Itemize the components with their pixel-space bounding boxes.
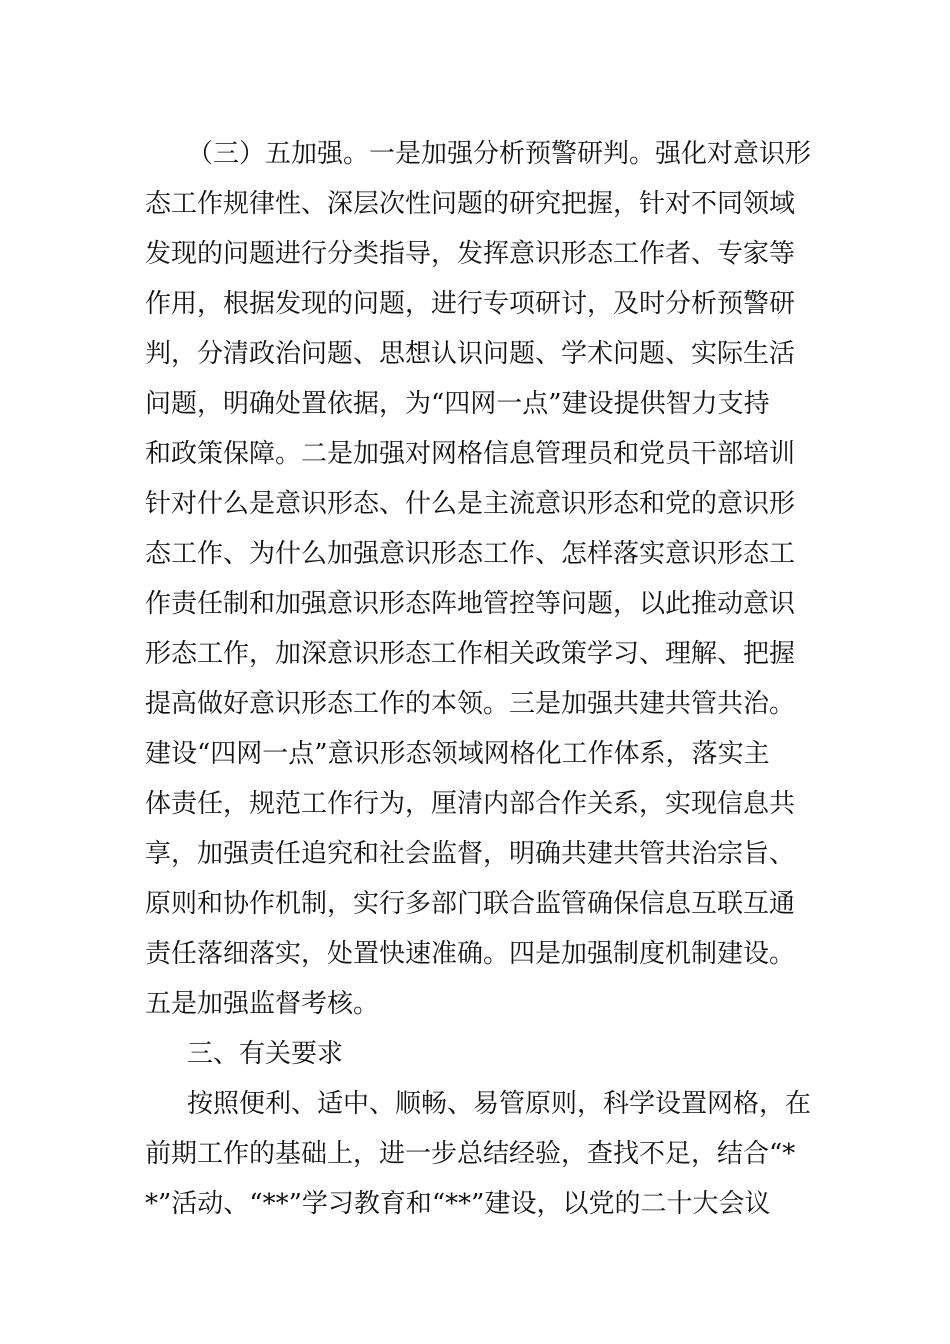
text-line: 作责任制和加强意识形态阵地管控等问题，以此推动意识 xyxy=(145,589,796,619)
section-heading: 三、有关要求 xyxy=(187,1039,344,1069)
text-line: 提高做好意识形态工作的本领。三是加强共建共管共治。 xyxy=(145,689,796,719)
text-line: 和政策保障。二是加强对网格信息管理员和党员干部培训 xyxy=(145,439,796,469)
text-line: （三）五加强。一是加强分析预警研判。强化对意识形 xyxy=(187,139,812,169)
text-line: 原则和协作机制，实行多部门联合监管确保信息互联互通 xyxy=(145,889,796,919)
text-line: 态工作、为什么加强意识形态工作、怎样落实意识形态工 xyxy=(145,539,796,569)
text-line: 问题，明确处置依据，为“四网一点”建设提供智力支持 xyxy=(145,389,770,419)
document-body xyxy=(145,129,810,1229)
text-line: 作用，根据发现的问题，进行专项研讨，及时分析预警研 xyxy=(145,289,796,319)
text-line: 发现的问题进行分类指导，发挥意识形态工作者、专家等 xyxy=(145,239,796,269)
text-line: 前期工作的基础上，进一步总结经验，查找不足，结合“* xyxy=(145,1139,796,1169)
text-line: 建设“四网一点”意识形态领域网格化工作体系，落实主 xyxy=(145,739,770,769)
text-line: 形态工作，加深意识形态工作相关政策学习、理解、把握 xyxy=(145,639,796,669)
text-line: 责任落细落实，处置快速准确。四是加强制度机制建设。 xyxy=(145,939,796,969)
text-line: 体责任，规范工作行为，厘清内部合作关系，实现信息共 xyxy=(145,789,796,819)
text-line: 享，加强责任追究和社会监督，明确共建共管共治宗旨、 xyxy=(145,839,796,869)
text-line: 按照便利、适中、顺畅、易管原则，科学设置网格，在 xyxy=(187,1089,812,1119)
text-line: 针对什么是意识形态、什么是主流意识形态和党的意识形 xyxy=(145,489,796,519)
text-line: *”活动、“**”学习教育和“**”建设，以党的二十大会议 xyxy=(145,1189,771,1219)
text-line: 判，分清政治问题、思想认识问题、学术问题、实际生活 xyxy=(145,339,796,369)
text-line: 五是加强监督考核。 xyxy=(145,989,380,1019)
text-line: 态工作规律性、深层次性问题的研究把握，针对不同领域 xyxy=(145,189,796,219)
